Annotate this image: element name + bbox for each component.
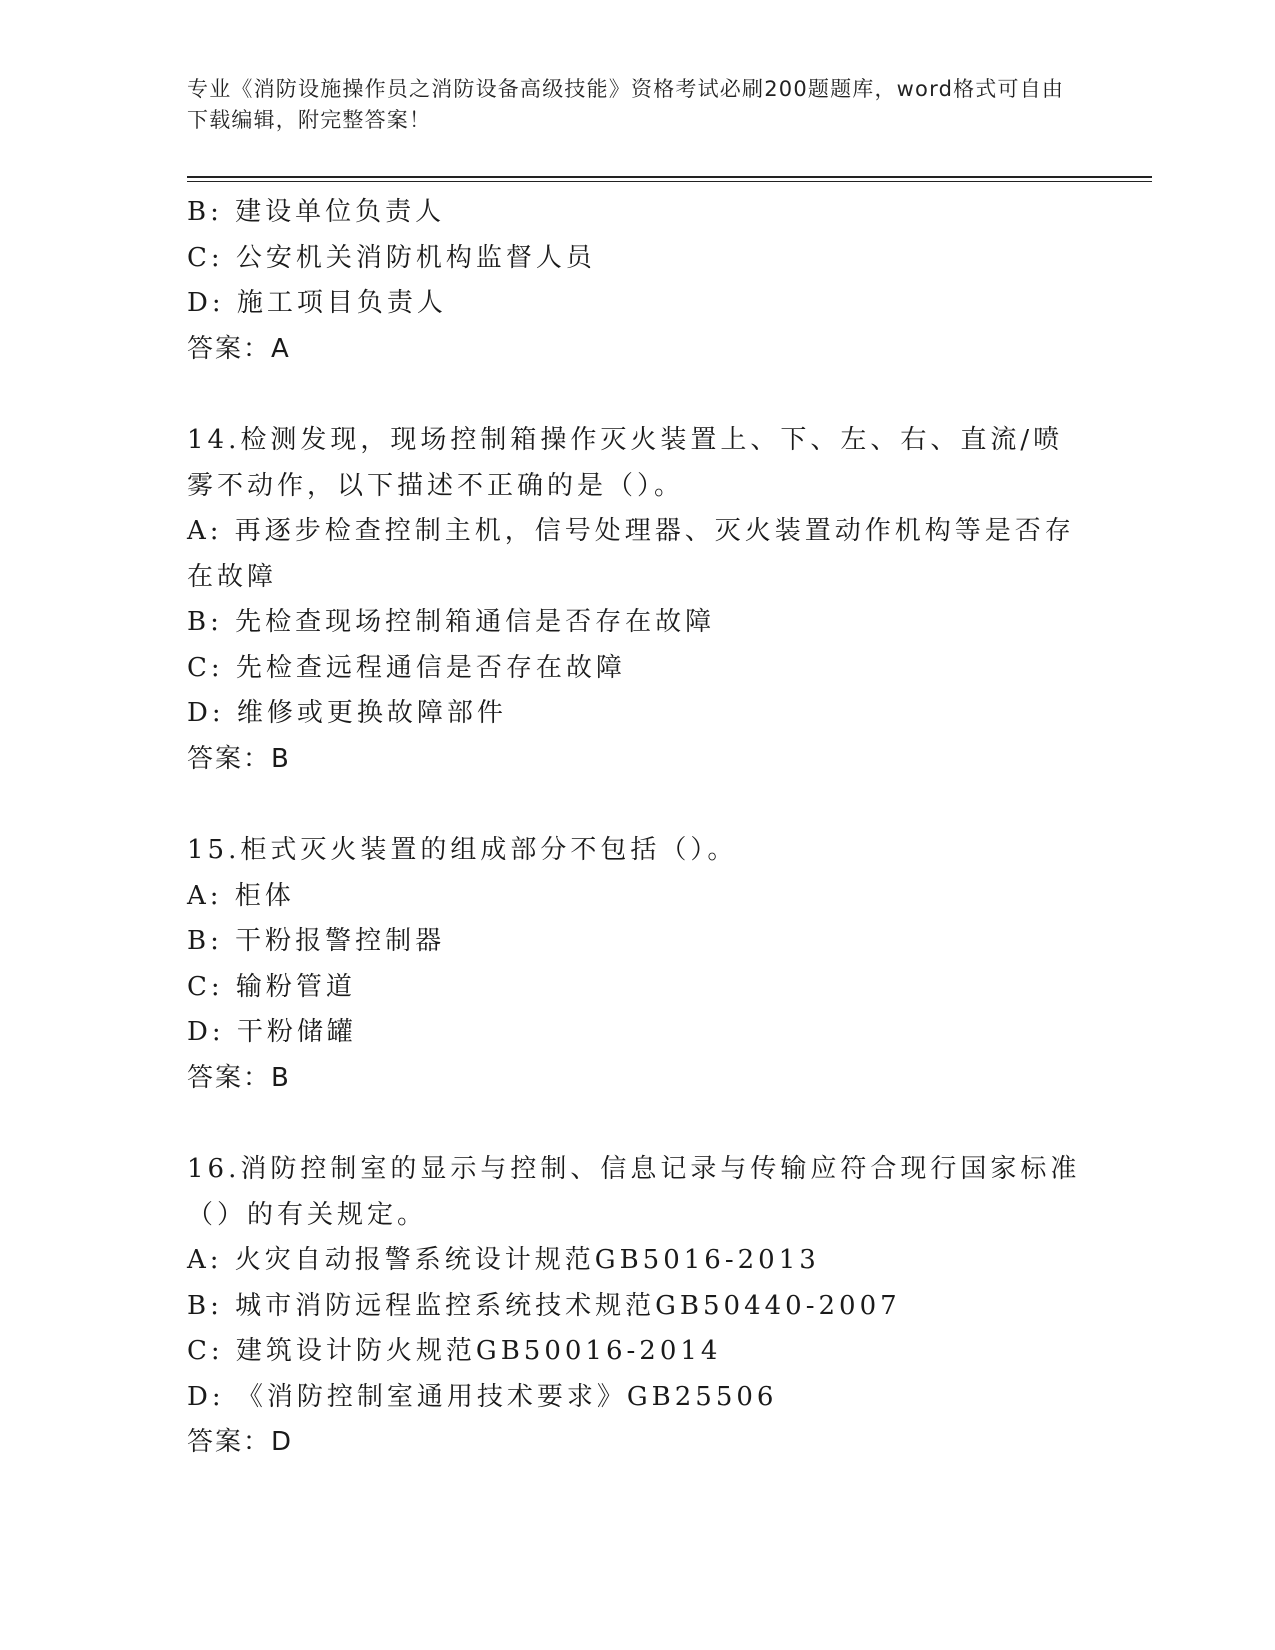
- option-a: A: 柜体: [187, 880, 295, 911]
- option-c: C: 输粉管道: [187, 971, 356, 1002]
- option-a: A: 再逐步检查控制主机，信号处理器、灭火装置动作机构等是否存在故障: [187, 516, 1075, 592]
- question-block: [187, 828, 1087, 1101]
- answer-line: 答案：D: [187, 1427, 294, 1457]
- header-rule-thin: [187, 181, 1152, 182]
- answer-line: 答案：A: [187, 333, 291, 364]
- spacer: [187, 1101, 1087, 1147]
- question-block: [187, 418, 1087, 782]
- question-block: [187, 190, 1087, 372]
- option-d: D: 施工项目负责人: [187, 288, 447, 318]
- header-rule-thick: [187, 176, 1152, 178]
- question-list: [187, 190, 1087, 1466]
- option-c: C: 公安机关消防机构监督人员: [187, 242, 596, 273]
- option-d: D: 干粉储罐: [187, 1017, 357, 1047]
- option-a: A: 火灾自动报警系统设计规范GB5016-2013: [187, 1245, 820, 1275]
- question-text: 16.消防控制室的显示与控制、信息记录与传输应符合现行国家标准（）的有关规定。: [187, 1154, 1081, 1230]
- question-text: 14.检测发现，现场控制箱操作灭火装置上、下、左、右、直流/喷雾不动作，以下描述不正确的是（）。: [187, 425, 1064, 501]
- spacer: [187, 372, 1087, 418]
- document-header: 专业《消防设施操作员之消防设备高级技能》资格考试必刷200题题库，word格式可自由下载编辑，附完整答案！: [187, 77, 1065, 132]
- option-c: C: 建筑设计防火规范GB50016-2014: [187, 1336, 722, 1366]
- option-b: B: 建设单位负责人: [187, 197, 446, 227]
- answer-line: 答案：B: [187, 1062, 291, 1093]
- question-text: 15.柜式灭火装置的组成部分不包括（）。: [187, 835, 738, 865]
- option-d: D: 《消防控制室通用技术要求》GB25506: [187, 1381, 778, 1412]
- answer-line: 答案：B: [187, 743, 291, 774]
- question-block: [187, 1147, 1087, 1466]
- option-d: D: 维修或更换故障部件: [187, 698, 507, 728]
- spacer: [187, 782, 1087, 828]
- option-b: B: 先检查现场控制箱通信是否存在故障: [187, 607, 716, 637]
- option-b: B: 城市消防远程监控系统技术规范GB50440-2007: [187, 1290, 901, 1321]
- option-b: B: 干粉报警控制器: [187, 926, 446, 956]
- option-c: C: 先检查远程通信是否存在故障: [187, 652, 626, 683]
